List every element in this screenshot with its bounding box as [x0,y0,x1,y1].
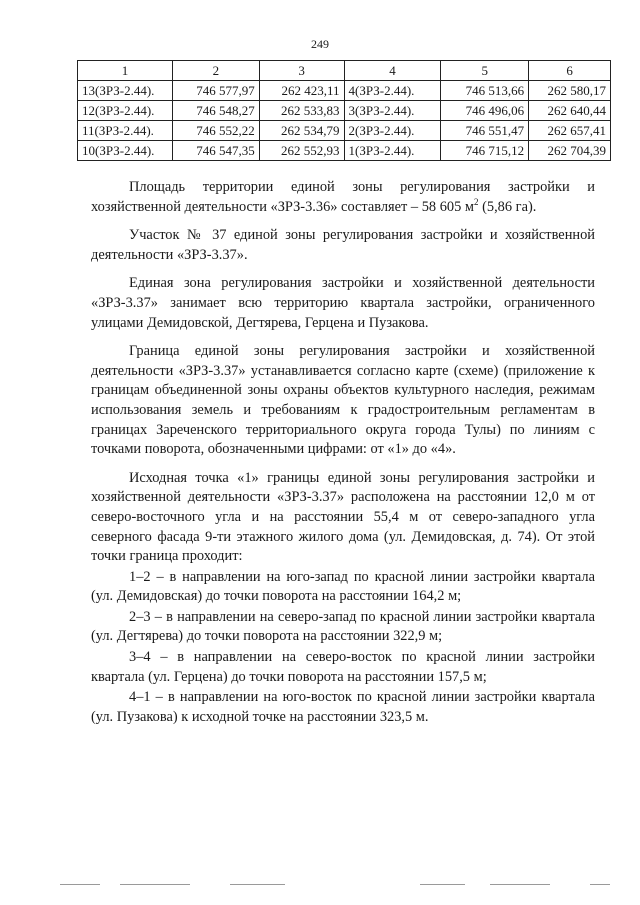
column-header: 3 [259,61,344,81]
column-header: 1 [78,61,173,81]
point-label: 1(ЗРЗ-2.44). [344,141,441,161]
coordinate-y: 262 640,44 [529,101,611,121]
scan-artifacts [60,884,620,888]
scan-artifact-line [120,884,190,885]
coordinate-x: 746 547,35 [172,141,259,161]
coordinates-table [77,60,611,161]
coordinate-y: 262 423,11 [259,81,344,101]
point-label: 10(ЗРЗ-2.44). [78,141,173,161]
table-row [78,141,611,161]
boundary-segment-4-1: 4–1 – в направлении на юго-восток по красной линии застройки квартала (ул. Пузакова) к исходной точке на расстоянии 323,5 м. [91,689,595,725]
coordinate-x: 746 715,12 [441,141,529,161]
boundary-segment-3-4: 3–4 – в направлении на северо-восток по красной линии застройки квартала (ул. Герцена) до точки поворота на расстоянии 157,5 м; [91,649,595,685]
point-label: 2(ЗРЗ-2.44). [344,121,441,141]
coordinate-y: 262 534,79 [259,121,344,141]
column-header: 5 [441,61,529,81]
table-header-row [78,61,611,81]
scan-artifact-line [490,884,550,885]
point-label: 11(ЗРЗ-2.44). [78,121,173,141]
coordinate-x: 746 513,66 [441,81,529,101]
column-header: 6 [529,61,611,81]
table-row [78,121,611,141]
scan-artifact-line [60,884,100,885]
boundary-segment-2-3: 2–3 – в направлении на северо-запад по красной линии застройки квартала (ул. Дегтярева) до точки поворота на расстоянии 322,9 м; [91,608,595,645]
area-text: Площадь территории единой зоны регулирования застройки и хозяйственной деятельности «ЗРЗ-3.36» составляет – 58 605 м [91,179,595,215]
boundary-segment-1-2: 1–2 – в направлении на юго-запад по красной линии застройки квартала (ул. Демидовская) до точки поворота на расстоянии 164,2 м; [91,568,595,605]
coordinate-x: 746 548,27 [172,101,259,121]
page-number: 249 [311,37,329,51]
zone-description-paragraph: Единая зона регулирования застройки и хозяйственной деятельности «ЗРЗ-3.37» занимает всю территорию квартала застройки, ограниченного улицами Демидовской, Дегтярева, Герцена и Пузакова. [91,275,595,331]
scan-artifact-line [590,884,610,885]
scan-artifact-line [420,884,465,885]
coordinate-y: 262 533,83 [259,101,344,121]
point-label: 3(ЗРЗ-2.44). [344,101,441,121]
coordinate-x: 746 577,97 [172,81,259,101]
section-heading-paragraph: Участок № 37 единой зоны регулирования застройки и хозяйственной деятельности «ЗРЗ-3.37». [91,227,595,263]
starting-point-paragraph: Исходная точка «1» границы единой зоны регулирования застройки и хозяйственной деятельности «ЗРЗ-3.37» расположена на расстоянии 12,0 м от северо-восточного угла и на расстоянии 55,4 м от северо-западного угла северного фасада 9-ти этажного жилого дома (ул. Демидовская, д. 74). От этой точки граница проходит: [91,469,595,565]
point-label: 4(ЗРЗ-2.44). [344,81,441,101]
scan-artifact-line [230,884,285,885]
coordinate-y: 262 657,41 [529,121,611,141]
coordinate-x: 746 496,06 [441,101,529,121]
point-label: 12(ЗРЗ-2.44). [78,101,173,121]
document-body [91,178,595,728]
column-header: 2 [172,61,259,81]
table-row [78,101,611,121]
area-paragraph [91,178,595,217]
coordinate-y: 262 580,17 [529,81,611,101]
point-label: 13(ЗРЗ-2.44). [78,81,173,101]
coordinate-x: 746 551,47 [441,121,529,141]
column-header: 4 [344,61,441,81]
area-hectares: (5,86 га). [478,198,537,215]
area-unit-superscript: 2 [474,196,479,207]
coordinate-x: 746 552,22 [172,121,259,141]
coordinate-y: 262 552,93 [259,141,344,161]
table-row [78,81,611,101]
boundary-definition-paragraph: Граница единой зоны регулирования застройки и хозяйственной деятельности «ЗРЗ-3.37» устанавливается согласно карте (схеме) (приложение к границам объединенной зоны охраны объектов культурного наследия, режимам использования земель и требованиям к градостроительным регламентам в границах Зареченского территориального округа города Тулы) по линиям с точками поворота, обозначенными цифрами: от «1» до «4». [91,343,595,458]
coordinate-y: 262 704,39 [529,141,611,161]
